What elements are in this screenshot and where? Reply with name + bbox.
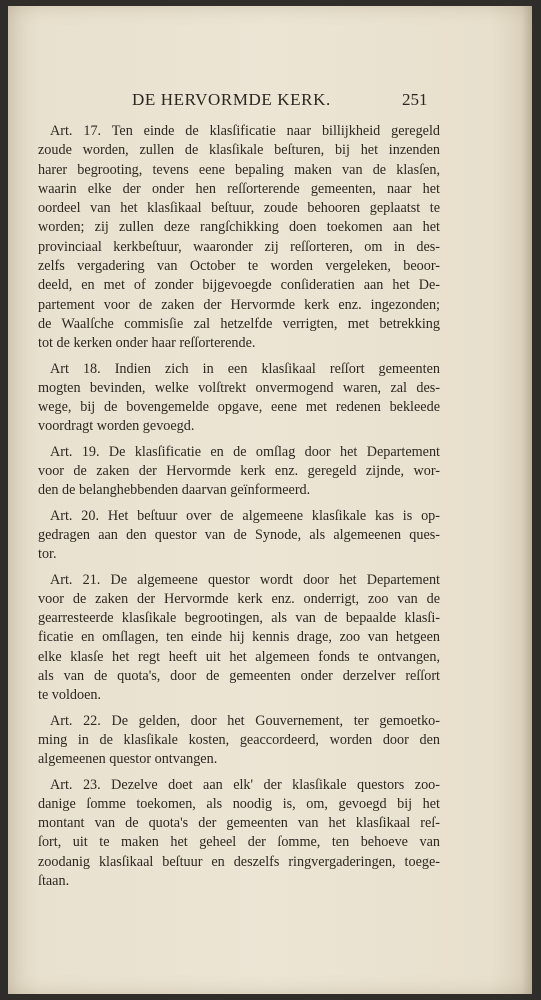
text-line: elke klasſe het regt heeft uit het algemeen fonds te ontvangen,	[38, 648, 440, 665]
text-line: den de belanghebbenden daarvan geïnformeerd.	[38, 482, 311, 499]
text-line: de Waalſche commisſie zal hetzelfde verrigten, met betrekking	[38, 315, 440, 332]
article-paragraph	[38, 507, 440, 565]
page-body	[38, 122, 440, 897]
article-paragraph	[38, 712, 440, 770]
page-edge-shadow	[522, 6, 532, 994]
running-title: DE HERVORMDE KERK.	[132, 90, 331, 109]
text-line: als van de quota's, door de gemeenten onder derzelver reſſort	[38, 668, 440, 685]
text-line: voor de zaken der Hervormde kerk enz. onderrigt, zoo van de	[38, 590, 440, 607]
article-paragraph	[38, 360, 440, 437]
text-line: deeld, en met of zonder bijgevoegde conſideratien aan het De-	[38, 277, 440, 294]
text-line: Art. 21. De algemeene questor wordt door het Departement	[50, 571, 440, 588]
article-paragraph	[38, 776, 440, 892]
text-line: gedragen aan den questor van de Synode, als algemeenen ques-	[38, 526, 440, 543]
text-line: Art. 20. Het beſtuur over de algemeene klasſikale kas is op-	[50, 507, 440, 524]
text-line: waarin elke der onder hen reſſorterende gemeenten, naar het	[38, 180, 440, 197]
article-paragraph	[38, 443, 440, 501]
page-number: 251	[402, 90, 428, 109]
text-line: ſtaan.	[38, 872, 70, 889]
text-line: tot de kerken onder haar reſſorterende.	[38, 335, 256, 352]
text-line: ſort, uit te maken het geheel der ſomme, ten behoeve van	[38, 834, 440, 851]
text-line: zoude worden, zullen de klasſikale beſturen, bij het inzenden	[38, 142, 440, 159]
article-paragraph	[38, 122, 440, 354]
text-line: provinciaal kerkbeſtuur, waaronder zij reſſorteren, om in des-	[38, 238, 440, 255]
text-line: Art. 23. Dezelve doet aan elk' der klasſikale questors zoo-	[50, 776, 440, 793]
text-line: montant van de quota's der gemeenten van het klasſikaal reſ-	[38, 815, 440, 832]
text-line: zelfs vergadering van October te worden vergeleken, beoor-	[38, 258, 440, 275]
text-line: gearresteerde klasſikale begrootingen, als van de bepaalde klasſi-	[38, 610, 440, 627]
text-line: voor de zaken der Hervormde kerk enz. geregeld zijnde, wor-	[38, 463, 440, 480]
text-line: harer begrooting, tevens eene bepaling maken van de klasſen,	[38, 161, 440, 178]
text-line: partement voor de zaken der Hervormde kerk enz. ingezonden;	[38, 296, 440, 313]
text-line: Art. 19. De klasſificatie en de omſlag door het Departement	[50, 443, 440, 460]
text-line: tor.	[38, 546, 57, 563]
text-line: worden; zij zullen deze rangſchikking doen toekomen aan het	[38, 219, 440, 236]
text-line: wege, bij de bovengemelde opgave, eene met redenen bekleede	[38, 399, 440, 416]
text-line: Art 18. Indien zich in een klasſikaal reſſort gemeenten	[50, 360, 440, 377]
text-line: te voldoen.	[38, 687, 102, 704]
page-header	[8, 90, 532, 114]
text-line: algemeenen questor ontvangen.	[38, 751, 218, 768]
text-line: ming in de klasſikale kosten, geaccordeerd, worden door den	[38, 731, 440, 748]
text-line: zoodanig klasſikaal beſtuur en deszelfs ringvergaderingen, toege-	[38, 853, 440, 870]
text-line: danige ſomme toekomen, als noodig is, om, gevoegd bij het	[38, 795, 440, 812]
text-line: mogten bevinden, welke volſtrekt onvermogend waren, zal des-	[38, 379, 440, 396]
text-line: Art. 22. De gelden, door het Gouvernement, ter gemoetko-	[50, 712, 440, 729]
text-line: voordragt worden gevoegd.	[38, 418, 195, 435]
text-line: ficatie en omſlagen, ten einde hij kennis drage, zoo van hetgeen	[38, 629, 440, 646]
text-line: Art. 17. Ten einde de klasſificatie naar billijkheid geregeld	[50, 123, 440, 139]
book-page	[8, 6, 532, 994]
article-paragraph	[38, 571, 440, 706]
text-line: oordeel van het klasſikaal beſtuur, zoude behooren geplaatst te	[38, 200, 440, 217]
